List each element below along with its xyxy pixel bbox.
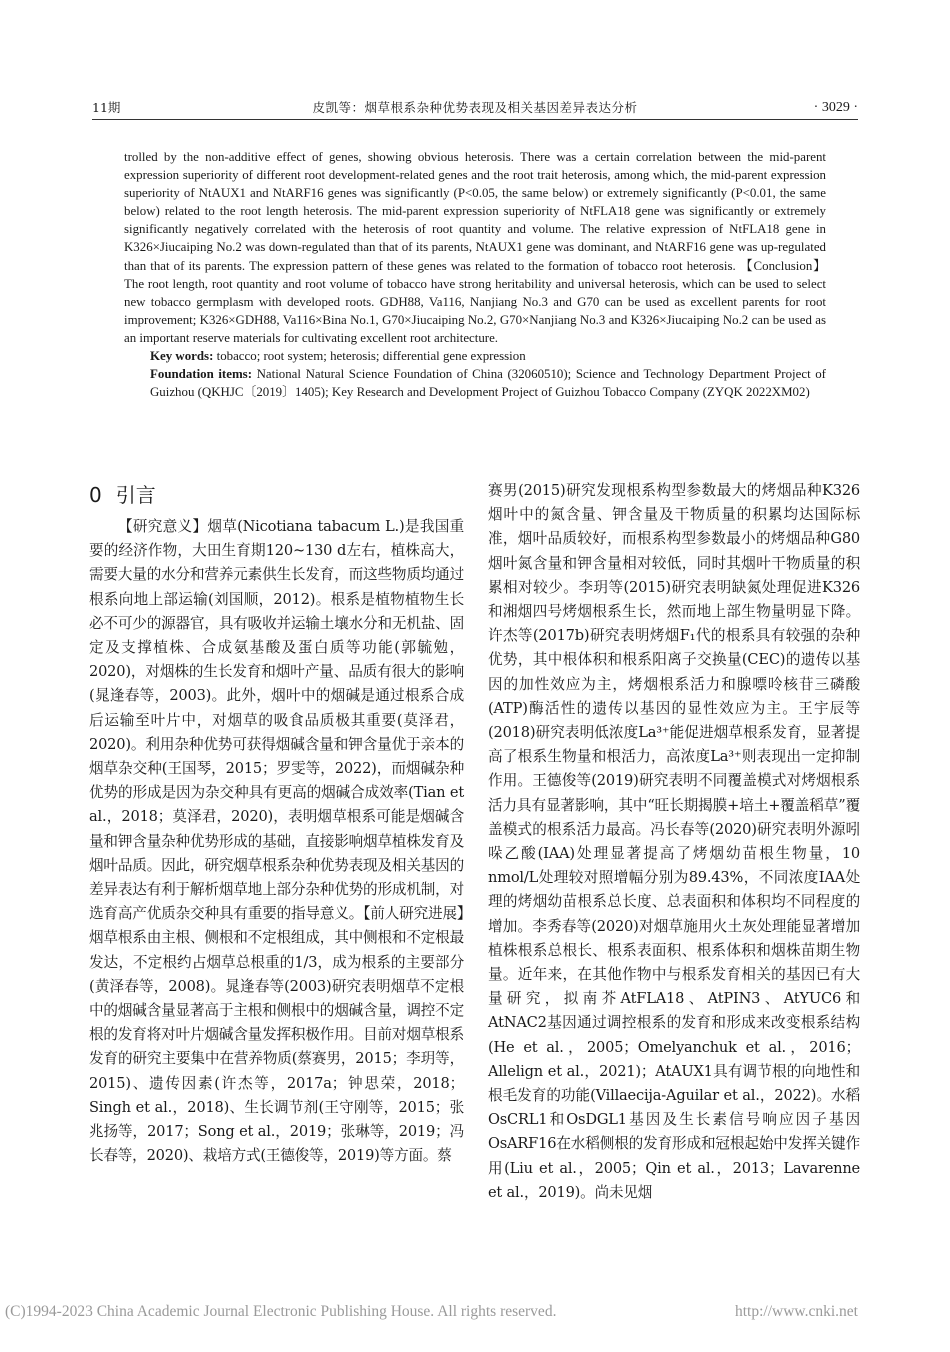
- keywords-label: Key words:: [150, 349, 214, 364]
- foundation-text: National Natural Science Foundation of China (32060510); Science and Technology Department Project of Guizhou (QKHJC〔2019〕1405); Key Research and Development Project of Guizhou Tobacco Company (ZYQK 2022XM02): [150, 367, 826, 400]
- abstract-block: [124, 148, 826, 401]
- running-header: [92, 97, 858, 120]
- left-column: [89, 515, 464, 1168]
- keywords-line: [124, 347, 826, 365]
- foundation-line: [124, 365, 826, 401]
- running-title: 皮凯等：烟草根系杂种优势表现及相关基因差异表达分析: [312, 100, 638, 115]
- section-number: 0: [89, 483, 102, 507]
- issue-label: 11期: [92, 100, 121, 115]
- left-column-text: 【研究意义】烟草(Nicotiana tabacum L.)是我国重要的经济作物，大田生育期120~130 d左右，植株高大，需要大量的水分和营养元素供生长发育，而这些物质均通过根系向地上部运输(刘国顺，2012)。根系是植物植物生长必不可少的源器官，具有吸收并运输土壤水分和无机盐、固定及支撑植株、合成氨基酸及蛋白质等功能(郭毓勉，2020)，对烟株的生长发育和烟叶产量、品质有很大的影响(晁逢春等，2003)。此外，烟叶中的烟碱是通过根系合成后运输至叶片中，对烟草的吸食品质极其重要(莫泽君，2020)。利用杂种优势可获得烟碱含量和钾含量优于亲本的烟草杂交种(王国琴，2015；罗雯等，2022)，而烟碱杂种优势的形成是因为杂交种具有更高的烟碱合成效率(Tian et al.，2018；莫泽君，2020)，表明烟草根系可能是烟碱含量和钾含量杂种优势形成的基础，直接影响烟草植株发育及烟叶品质。因此，研究烟草根系杂种优势表现及相关基因的差异表达有利于解析烟草地上部分杂种优势的形成机制，对选育高产优质杂交种具有重要的指导意义。【前人研究进展】烟草根系由主根、侧根和不定根组成，其中侧根和不定根最发达，不定根约占烟草总根重的1/3，成为根系的主要部分(黄泽春等，2008)。晁逢春等(2003)研究表明烟草不定根中的烟碱含量显著高于主根和侧根中的烟碱含量，调控不定根的发育将对叶片烟碱含量发挥积极作用。目前对烟草根系发育的研究主要集中在营养物质(蔡赛男，2015；李玥等，2015)、遗传因素(许杰等，2017a；钟思荣，2018；Singh et al.，2018)、生长调节剂(王守刚等，2015；张兆扬等，2017；Song et al.，2019；张琳等，2019；冯长春等，2020)、栽培方式(王德俊等，2019)等方面。蔡: [89, 518, 464, 1165]
- copyright-text: (C)1994-2023 China Academic Journal Electronic Publishing House. All rights reserved.: [5, 1303, 557, 1320]
- page-number: · 3029 ·: [813, 100, 858, 115]
- right-column-text: 赛男(2015)研究发现根系构型参数最大的烤烟品种K326烟叶中的氮含量、钾含量及干物质量的积累均达国际标准，烟叶品质较好，而根系构型参数最小的烤烟品种G80烟叶氮含量和钾含量相对较低，同时其烟叶干物质量的积累相对较少。李玥等(2015)研究表明缺氮处理促进K326和湘烟四号烤烟根系生长，然而地上部生物量明显下降。许杰等(2017b)研究表明烤烟F₁代的根系具有较强的杂种优势，其中根体积和根系阳离子交换量(CEC)的遗传以基因的加性效应为主，烤烟根系活力和腺嘌呤核苷三磷酸(ATP)酶活性的遗传以基因的显性效应为主。王宇辰等(2018)研究表明低浓度La³⁺能促进烟草根系发育，显著提高了根系生物量和根活力，高浓度La³⁺则表现出一定抑制作用。王德俊等(2019)研究表明不同覆盖模式对烤烟根系活力具有显著影响，其中“旺长期揭膜+培土+覆盖稻草”覆盖模式的根系活力最高。冯长春等(2020)研究表明外源吲哚乙酸(IAA)处理显著提高了烤烟幼苗根生物量，10 nmol/L处理较对照增幅分别为89.43%，不同浓度IAA处理的烤烟幼苗根系总长度、总表面积和体积均不同程度的增加。李秀春等(2020)对烟草施用火土灰处理能显著增加植株根系总根长、根系表面积、根系体积和烟株苗期生物量。近年来，在其他作物中与根系发育相关的基因已有大量研究，拟南芥AtFLA18、AtPIN3、AtYUC6和AtNAC2基因通过调控根系的发育和形成来改变根系结构(He et al.，2005；Omelyanchuk et al.，2016；Allelign et al.，2021)；AtAUX1具有调节根的向地性和根毛发育的功能(Villaecija-Aguilar et al.，2022)。水稻OsCRL1和OsDGL1基因及生长素信号响应因子基因OsARF16在水稻侧根的发育形成和冠根起始中发挥关键作用(Liu et al.，2005；Qin et al.，2013；Lavarenne et al.，2019)。尚未见烟: [488, 482, 860, 1201]
- section-heading: [89, 480, 156, 510]
- foundation-label: Foundation items:: [150, 367, 252, 382]
- section-title-text: 引言: [115, 483, 156, 507]
- right-column: [488, 479, 860, 1205]
- abstract-body: trolled by the non-additive effect of genes, showing obvious heterosis. There was a certain correlation between the mid-parent expression superiority of different root development-related genes and the root trait heterosis, among which, the mid-parent expression superiority of NtAUX1 and NtARF16 genes was significantly (P<0.05, the same below) or extremely significantly (P<0.01, the same below) related to the root length heterosis. The mid-parent expression superiority of NtFLA18 gene was significantly or extremely significantly negatively correlated with the heterosis of root quantity and volume. The relative expression of NtFLA18 gene in K326×Jiucaiping No.2 was down-regulated than that of its parents, NtAUX1 gene was dominant, and NtARF16 gene was up-regulated than that of its parents. The expression pattern of these genes was related to the formation of tobacco root heterosis. 【Conclusion】The root length, root quantity and root volume of tobacco have strong heritability and universal heterosis, which can be used to select new tobacco germplasm with developed roots. GDH88, Va116, Nanjiang No.3 and G70 can be used as excellent parents for root improvement; K326×GDH88, Va116×Bina No.1, G70×Jiucaiping No.2, G70×Nanjiang No.3 and K326×Jiucaiping No.2 can be used as an important reserve materials for cultivating excellent root architecture.: [124, 150, 826, 345]
- page-footer: [5, 1303, 858, 1321]
- footer-url[interactable]: http://www.cnki.net: [735, 1303, 858, 1320]
- keywords-text: tobacco; root system; heterosis; differential gene expression: [216, 349, 526, 364]
